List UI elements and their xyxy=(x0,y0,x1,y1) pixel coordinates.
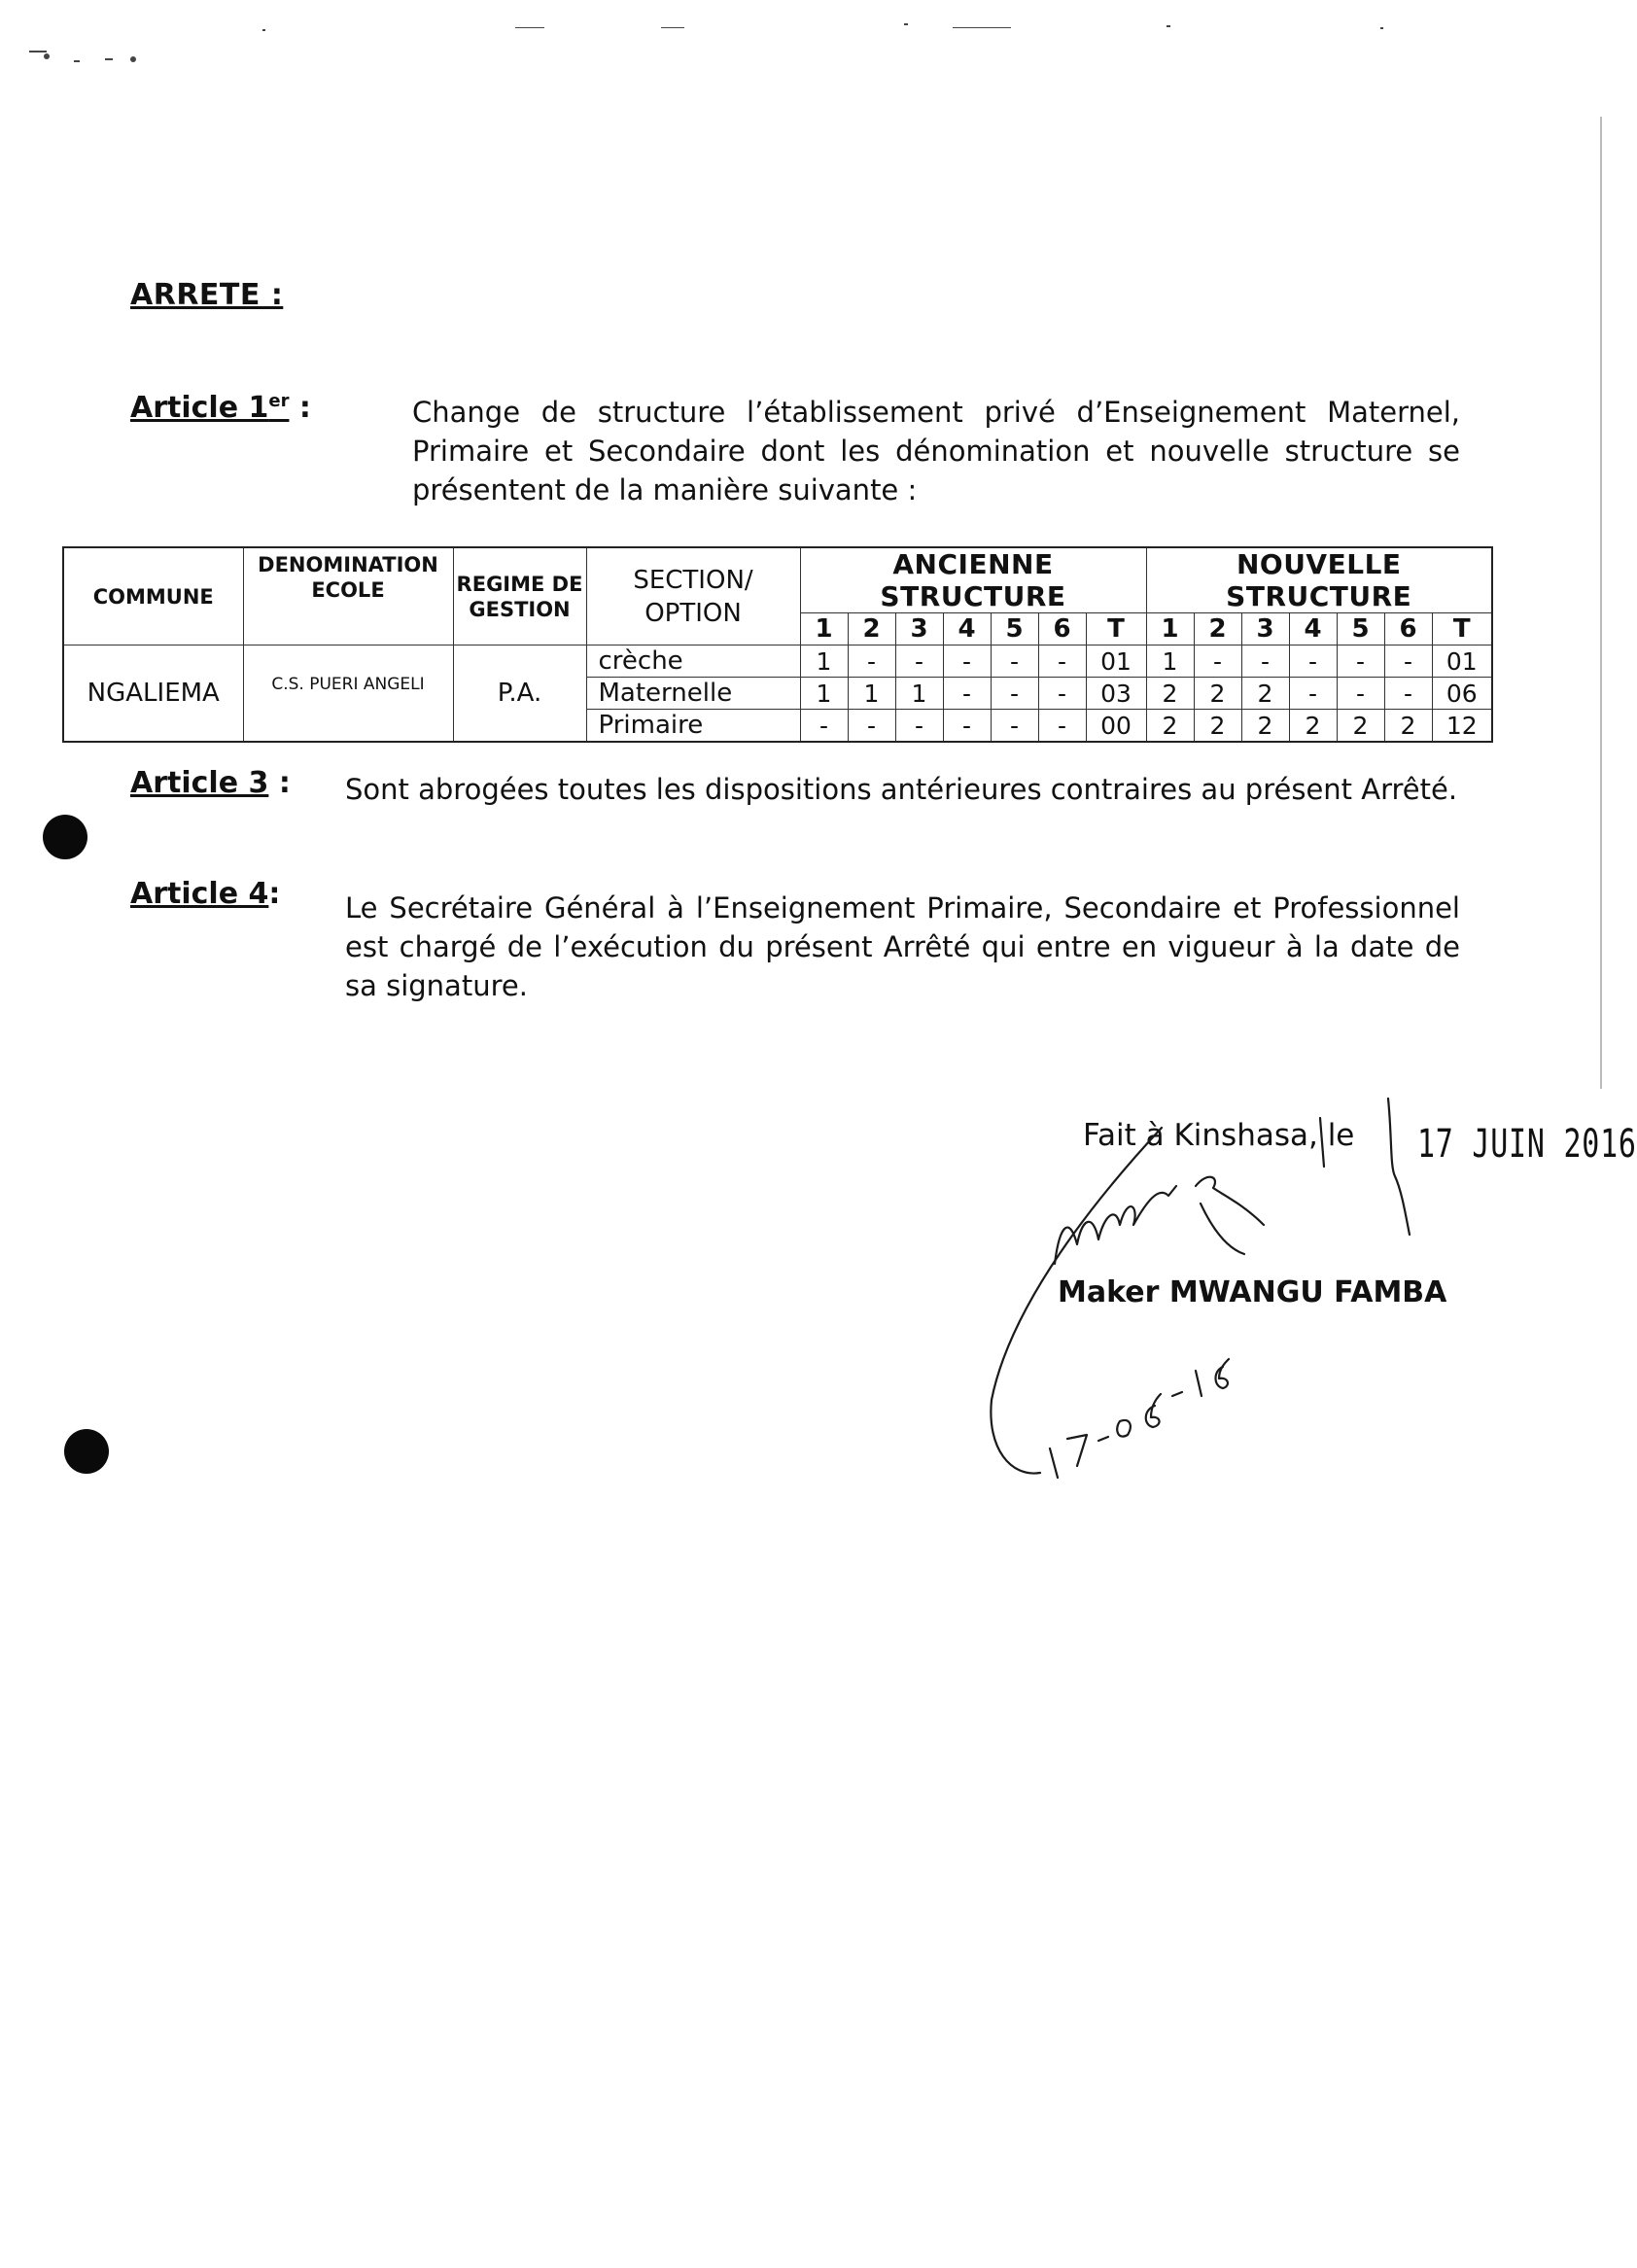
article-3-text: Sont abrogées toutes les dispositions antérieures contraires au présent Arrêté. xyxy=(345,773,1458,806)
ancienne-value: - xyxy=(943,678,991,710)
stamped-date: 17 JUIN 2016 xyxy=(1417,1122,1637,1167)
nouvelle-value: - xyxy=(1241,646,1289,678)
ancienne-value: - xyxy=(943,646,991,678)
article-4-colon: : xyxy=(268,877,281,911)
ancienne-value: - xyxy=(848,710,895,743)
header-col-num: 5 xyxy=(1337,613,1384,646)
article-4-label xyxy=(130,877,280,911)
handwritten-signature xyxy=(953,1079,1497,1526)
regime-cell: P.A. xyxy=(453,646,586,743)
ecole-cell: C.S. PUERI ANGELI xyxy=(243,646,453,743)
table-header-row-1 xyxy=(63,547,1492,613)
nouvelle-value: 2 xyxy=(1194,678,1241,710)
header-regime: REGIME DE GESTION xyxy=(453,547,586,646)
header-col-total: T xyxy=(1432,613,1492,646)
header-col-num: 2 xyxy=(848,613,895,646)
ancienne-value: 1 xyxy=(800,678,848,710)
ancienne-total: 03 xyxy=(1086,678,1146,710)
nouvelle-value: 2 xyxy=(1337,710,1384,743)
nouvelle-value: 2 xyxy=(1194,710,1241,743)
article-1-text: Change de structure l’établissement privé d’Enseignement Maternel, Primaire et Secondaire dont les dénomination et nouvelle structure se présentent de la manière suivante : xyxy=(412,396,1460,506)
ancienne-value: - xyxy=(991,710,1038,743)
article-1-label-text: Article 1 xyxy=(130,391,269,425)
article-4-label-text: Article 4 xyxy=(130,877,269,911)
option-cell: Primaire xyxy=(586,710,800,743)
option-cell: crèche xyxy=(586,646,800,678)
ancienne-value: - xyxy=(1038,678,1086,710)
ancienne-total: 00 xyxy=(1086,710,1146,743)
nouvelle-value: - xyxy=(1289,646,1337,678)
place-of-signing: Fait à Kinshasa, le xyxy=(1083,1118,1355,1153)
nouvelle-total: 06 xyxy=(1432,678,1492,710)
header-col-num: 4 xyxy=(1289,613,1337,646)
article-1-colon: : xyxy=(289,391,311,425)
article-1-label xyxy=(130,391,311,425)
ancienne-value: - xyxy=(800,710,848,743)
article-3-label xyxy=(130,766,291,800)
nouvelle-value: - xyxy=(1337,678,1384,710)
nouvelle-value: 2 xyxy=(1146,678,1194,710)
ancienne-value: - xyxy=(895,646,943,678)
nouvelle-value: - xyxy=(1384,678,1432,710)
nouvelle-value: 2 xyxy=(1384,710,1432,743)
page-edge-line xyxy=(1600,117,1602,1089)
header-col-num: 5 xyxy=(991,613,1038,646)
nouvelle-value: 2 xyxy=(1146,710,1194,743)
header-col-num: 3 xyxy=(1241,613,1289,646)
ancienne-total: 01 xyxy=(1086,646,1146,678)
punch-hole-mark xyxy=(64,1429,109,1474)
header-nouvelle-structure: NOUVELLE STRUCTURE xyxy=(1146,547,1492,613)
article-3-label-text: Article 3 xyxy=(130,766,269,800)
option-cell: Maternelle xyxy=(586,678,800,710)
article-4-text: Le Secrétaire Général à l’Enseignement Primaire, Secondaire et Professionnel est chargé de l’exécution du présent Arrêté qui entre en vigueur à la date de sa signature. xyxy=(345,891,1460,1002)
nouvelle-value: - xyxy=(1337,646,1384,678)
header-commune: COMMUNE xyxy=(63,547,243,646)
header-section: SECTION/ OPTION xyxy=(586,547,800,646)
header-denomination: DENOMINATION ECOLE xyxy=(243,547,453,646)
ancienne-value: - xyxy=(991,646,1038,678)
nouvelle-value: - xyxy=(1194,646,1241,678)
ancienne-value: - xyxy=(991,678,1038,710)
ancienne-value: - xyxy=(848,646,895,678)
decree-heading: ARRETE : xyxy=(130,278,284,312)
ancienne-value: 1 xyxy=(848,678,895,710)
commune-cell: NGALIEMA xyxy=(63,646,243,743)
nouvelle-value: - xyxy=(1289,678,1337,710)
header-col-num: 6 xyxy=(1384,613,1432,646)
header-col-num: 1 xyxy=(800,613,848,646)
header-ancienne-structure: ANCIENNE STRUCTURE xyxy=(800,547,1146,613)
nouvelle-value: 2 xyxy=(1241,710,1289,743)
article-1-superscript: er xyxy=(268,391,290,411)
punch-hole-mark xyxy=(43,815,87,859)
header-col-num: 4 xyxy=(943,613,991,646)
table-row xyxy=(63,646,1492,678)
ancienne-value: - xyxy=(1038,710,1086,743)
nouvelle-value: 2 xyxy=(1289,710,1337,743)
ancienne-value: 1 xyxy=(895,678,943,710)
nouvelle-total: 12 xyxy=(1432,710,1492,743)
header-col-num: 3 xyxy=(895,613,943,646)
header-col-num: 1 xyxy=(1146,613,1194,646)
nouvelle-value: 2 xyxy=(1241,678,1289,710)
header-col-total: T xyxy=(1086,613,1146,646)
ancienne-value: 1 xyxy=(800,646,848,678)
header-col-num: 6 xyxy=(1038,613,1086,646)
ancienne-value: - xyxy=(943,710,991,743)
header-col-num: 2 xyxy=(1194,613,1241,646)
nouvelle-value: 1 xyxy=(1146,646,1194,678)
ancienne-value: - xyxy=(1038,646,1086,678)
scan-specks xyxy=(0,0,1605,78)
structure-table xyxy=(62,546,1493,743)
nouvelle-total: 01 xyxy=(1432,646,1492,678)
ancienne-value: - xyxy=(895,710,943,743)
article-3-colon: : xyxy=(268,766,291,800)
signatory-name: Maker MWANGU FAMBA xyxy=(1058,1275,1447,1309)
nouvelle-value: - xyxy=(1384,646,1432,678)
